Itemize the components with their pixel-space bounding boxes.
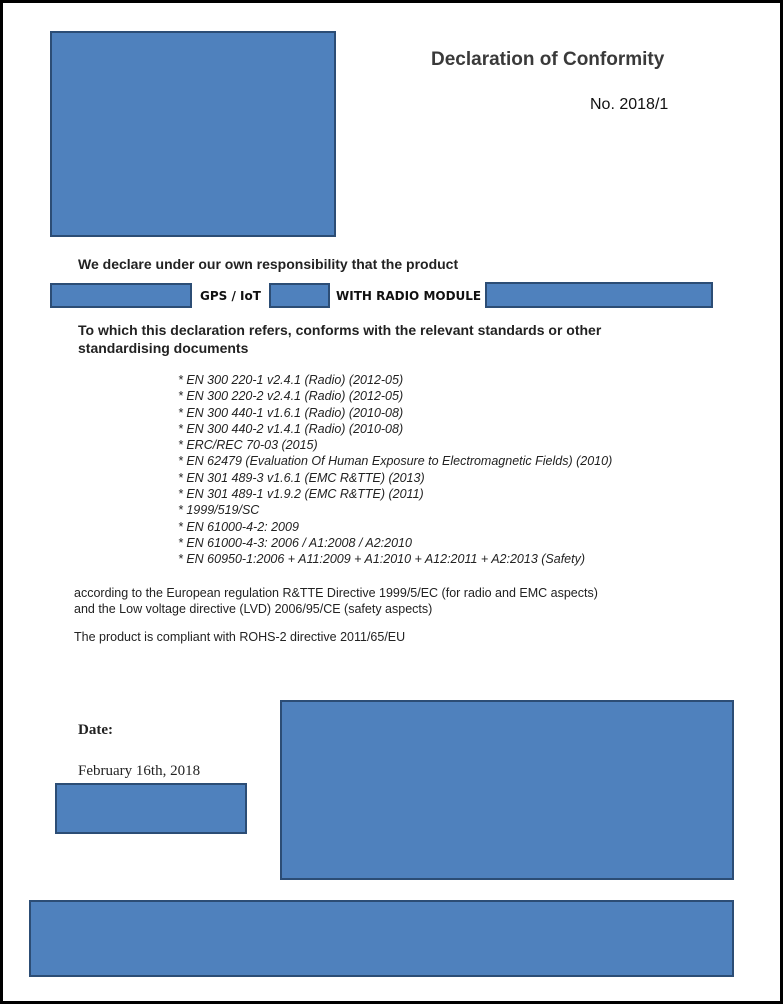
redacted-manufacturer [50,283,192,308]
standard-item: * EN 300 220-2 v2.4.1 (Radio) (2012-05) [178,389,404,404]
rohs-statement: The product is compliant with ROHS-2 directive 2011/65/EU [74,630,406,644]
standard-item: * EN 300 220-1 v2.4.1 (Radio) (2012-05) [178,373,404,387]
conformity-statement: To which this declaration refers, conforms with the relevant standards or other standardising documents [78,322,602,356]
product-radio-label: WITH RADIO MODULE [336,289,482,303]
standard-item: * ERC/REC 70-03 (2015) [178,438,318,453]
declaration-statement: We declare under our own responsibility that the product [78,256,459,272]
redacted-radio-module [485,282,713,308]
product-type-label: GPS / IoT [200,289,261,303]
regulation-statement [74,585,598,617]
regulation-line-rtte: according to the European regulation R&TTE Directive 1999/5/EC (for radio and EMC aspects) [74,586,598,600]
standard-item: * EN 60950-1:2006 + A11:2009 + A1:2010 + A12:2011 + A2:2013 (Safety) [178,552,586,567]
document-number: No. 2018/1 [590,96,669,113]
standard-item: * 1999/519/SC [178,503,260,518]
redacted-footer [29,900,734,977]
document-title: Declaration of Conformity [431,49,665,70]
regulation-line-lvd: and the Low voltage directive (LVD) 2006/95/CE (safety aspects) [74,602,433,616]
standard-item: * EN 301 489-1 v1.9.2 (EMC R&TTE) (2011) [178,487,424,502]
redacted-signatory-name [55,783,247,834]
standard-item: * EN 62479 (Evaluation Of Human Exposure to Electromagnetic Fields) (2010) [178,454,613,469]
redacted-signature-stamp [280,700,734,880]
standard-item: * EN 300 440-1 v1.6.1 (Radio) (2010-08) [178,405,404,420]
standard-item: * EN 61000-4-2: 2009 [178,519,299,534]
standard-item: * EN 61000-4-3: 2006 / A1:2008 / A2:2010 [178,535,412,550]
standard-item: * EN 301 489-3 v1.6.1 (EMC R&TTE) (2013) [178,470,425,485]
standard-item: * EN 300 440-2 v1.4.1 (Radio) (2010-08) [178,421,404,436]
redacted-logo [50,31,336,237]
date-label: Date: [78,722,113,738]
standards-list [178,372,612,568]
redacted-product-name [269,283,330,308]
date-value: February 16th, 2018 [78,763,201,779]
